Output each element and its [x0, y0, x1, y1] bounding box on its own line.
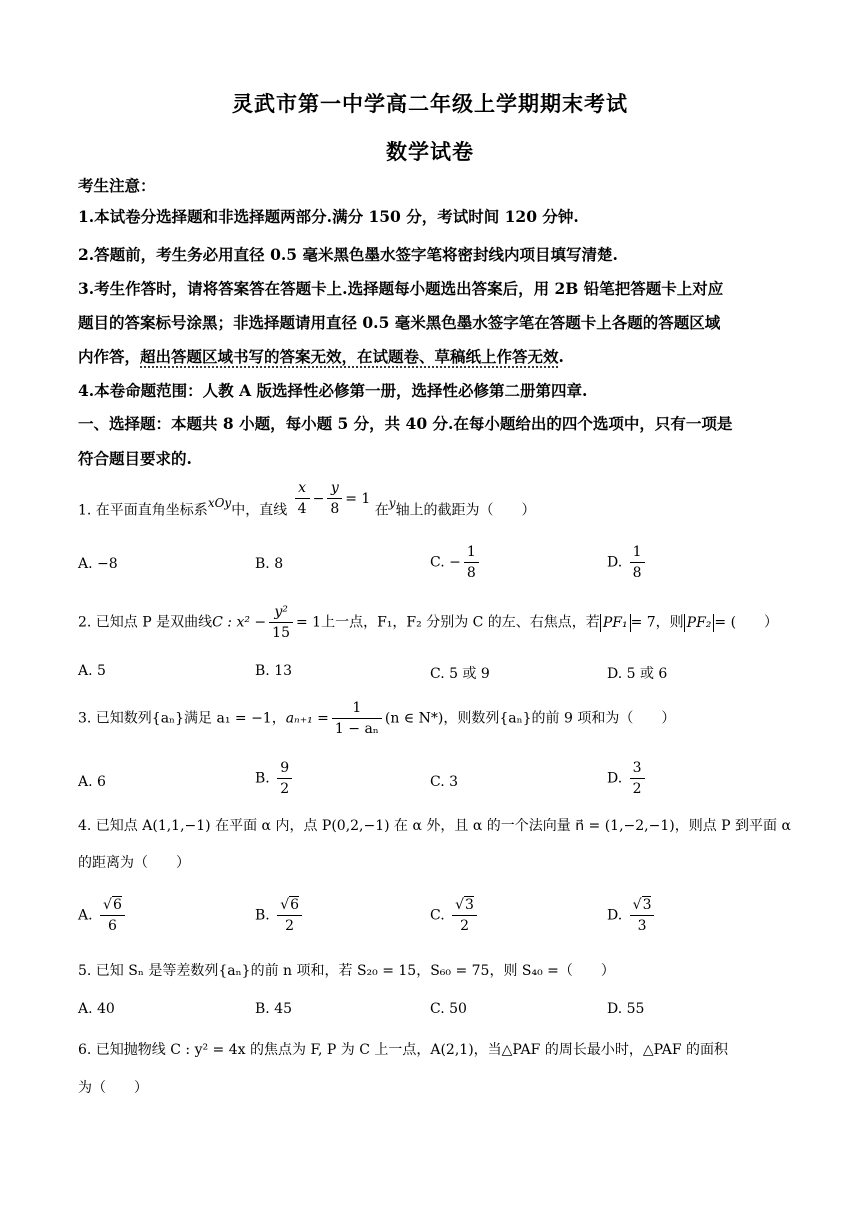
question-6-line-2: 为（ ） — [78, 1080, 148, 1096]
sqrt-symbol: √ — [103, 897, 112, 913]
q1-fraction-y: $\frac{y}{8}$ — [327, 478, 342, 519]
q2-curve: C : x² − — [212, 614, 267, 631]
q2-abs-pf1: PF₁ — [600, 614, 631, 632]
section-heading-line-2: 符合题目要求的. — [78, 449, 192, 468]
exam-subtitle: 数学试卷 — [386, 139, 474, 164]
q1-text-pre: 1. 在平面直角坐标系 — [78, 502, 208, 519]
q5-option-c: C. 50 — [430, 1001, 467, 1017]
sqrt-symbol: √ — [632, 897, 642, 913]
q1-xoy: xOy — [207, 495, 232, 510]
q2-option-c: C. 5 或 9 — [430, 666, 490, 682]
notice-item-4: 4.本卷命题范围：人教 A 版选择性必修第一册，选择性必修第二册第四章. — [78, 381, 588, 400]
q3-option-d — [607, 758, 648, 799]
q2-option-a: A. 5 — [78, 663, 106, 679]
q4-option-d-label: D. — [607, 907, 623, 924]
q1-option-d-label: D. — [607, 554, 623, 571]
q2-fraction: $\frac{\text{y²}}{15}$ — [269, 602, 293, 643]
question-1 — [78, 480, 536, 531]
q5-option-a: A. 40 — [78, 1001, 115, 1017]
q5-option-b: B. 45 — [255, 1001, 293, 1017]
q1-option-c-fraction: $\frac{1}{8}$ — [464, 542, 479, 583]
notice-item-3-line-3 — [78, 343, 564, 371]
q4-option-a-fraction: $\frac{√6}{6}$ — [100, 895, 125, 936]
q1-y: y — [388, 495, 396, 510]
emphasis-dotted-text: 超出答题区域书写的答案无效，在试题卷、草稿纸上作答无效 — [140, 347, 559, 366]
q1-option-a: A. −8 — [78, 556, 118, 572]
q1-option-d — [607, 542, 648, 583]
q3-recurrence-lhs: aₙ₊₁ = — [285, 710, 329, 727]
q4-option-d-fraction: $\frac{√3}{3}$ — [630, 895, 655, 936]
question-2 — [78, 602, 778, 643]
q4-option-a-label: A. — [78, 907, 93, 924]
q2-eq7: = 7，则 — [630, 614, 684, 631]
q2-text-pre: 2. 已知点 P 是双曲线 — [78, 614, 213, 631]
notice-item-1: 1.本试卷分选择题和非选择题两部分.满分 150 分，考试时间 120 分钟. — [78, 207, 579, 226]
q4-option-d-radicand: 3 — [642, 897, 652, 913]
q2-abs-pf2: PF₂ — [684, 614, 715, 632]
q3-fraction: $\frac{1}{\text{1 − aₙ}}$ — [332, 698, 382, 739]
q1-option-c — [430, 542, 482, 583]
q3-option-b-label: B. — [255, 770, 270, 787]
question-4-line-2: 的距离为（ ） — [78, 855, 190, 871]
q3-option-a: A. 6 — [78, 774, 106, 790]
q1-fraction-x: $\frac{x}{4}$ — [295, 478, 310, 519]
q2-option-d: D. 5 或 6 — [607, 666, 668, 682]
question-3 — [78, 698, 675, 739]
section-heading-line-1: 一、选择题：本题共 8 小题，每小题 5 分，共 40 分.在每小题给出的四个选项中，只有一项是 — [78, 414, 733, 433]
notice-heading: 考生注意： — [78, 176, 156, 195]
q4-option-c — [430, 895, 480, 936]
q3-option-b-fraction: $\frac{9}{2}$ — [277, 758, 292, 799]
exam-title: 灵武市第一中学高二年级上学期期末考试 — [232, 91, 628, 116]
q4-option-c-fraction: $\frac{√3}{2}$ — [452, 895, 477, 936]
q4-option-d — [607, 895, 657, 936]
q4-option-c-label: C. — [430, 907, 445, 924]
q1-option-c-label: C. − — [430, 554, 461, 571]
q1-option-d-fraction: $\frac{1}{8}$ — [630, 542, 645, 583]
q1-minus: − — [312, 490, 325, 507]
notice-item-2: 2.答题前，考生务必用直径 0.5 毫米黑色墨水签字笔将密封线内项目填写清楚. — [78, 245, 618, 264]
q4-option-b-fraction: $\frac{√6}{2}$ — [277, 895, 302, 936]
q5-option-d: D. 55 — [607, 1001, 645, 1017]
q1-text-mid: 中，直线 — [231, 502, 288, 519]
q3-option-d-fraction: $\frac{3}{2}$ — [630, 758, 645, 799]
q4-option-a — [78, 895, 128, 936]
sqrt-symbol: √ — [455, 897, 465, 913]
q3-option-b — [255, 758, 295, 799]
q4-option-b — [255, 895, 305, 936]
q4-option-b-radicand: 6 — [290, 897, 300, 913]
q2-text-post: = 1上一点，F₁，F₂ 分别为 C 的左、右焦点，若 — [296, 614, 600, 631]
question-6-line-1: 6. 已知抛物线 C : y² = 4x 的焦点为 F, P 为 C 上一点，A(2,1)，当△PAF 的周长最小时，△PAF 的面积 — [78, 1042, 729, 1058]
q3-text-pre: 3. 已知数列{aₙ}满足 a₁ = −1， — [78, 710, 286, 727]
q1-equals: = 1 — [345, 490, 371, 507]
q4-option-c-radicand: 3 — [465, 897, 474, 913]
q4-option-b-label: B. — [255, 907, 270, 924]
q1-option-b: B. 8 — [255, 556, 284, 572]
sqrt-symbol: √ — [280, 897, 290, 913]
q1-text-post2: 轴上的截距为（ ） — [395, 502, 536, 519]
q4-option-a-radicand: 6 — [112, 897, 122, 913]
q2-end: = ( ） — [714, 614, 779, 631]
notice-item-3-line-3-start: 内作答， — [78, 347, 141, 366]
q2-option-b: B. 13 — [255, 663, 293, 679]
question-5: 5. 已知 Sₙ 是等差数列{aₙ}的前 n 项和，若 S₂₀ = 15，S₆₀ = 75，则 S₄₀ =（ ） — [78, 963, 615, 979]
q3-text-cond: (n ∈ N*)，则数列{aₙ}的前 9 项和为（ ） — [384, 710, 676, 727]
notice-item-3-line-3-end: . — [558, 347, 564, 366]
question-4-line-1: 4. 已知点 A(1,1,−1) 在平面 α 内，点 P(0,2,−1) 在 α 外，且 α 的一个法向量 n⃗ = (1,−2,−1)，则点 P 到平面 α — [78, 818, 791, 834]
q3-option-d-label: D. — [607, 770, 623, 787]
q1-text-post1: 在 — [374, 502, 389, 519]
notice-item-3-line-2: 题目的答案标号涂黑；非选择题请用直径 0.5 毫米黑色墨水签字笔在答题卡上各题的答题区域 — [78, 313, 721, 332]
notice-item-3-line-1: 3.考生作答时，请将答案答在答题卡上.选择题每小题选出答案后，用 2B 铅笔把答题卡上对应 — [78, 279, 724, 298]
q3-option-c: C. 3 — [430, 774, 459, 790]
